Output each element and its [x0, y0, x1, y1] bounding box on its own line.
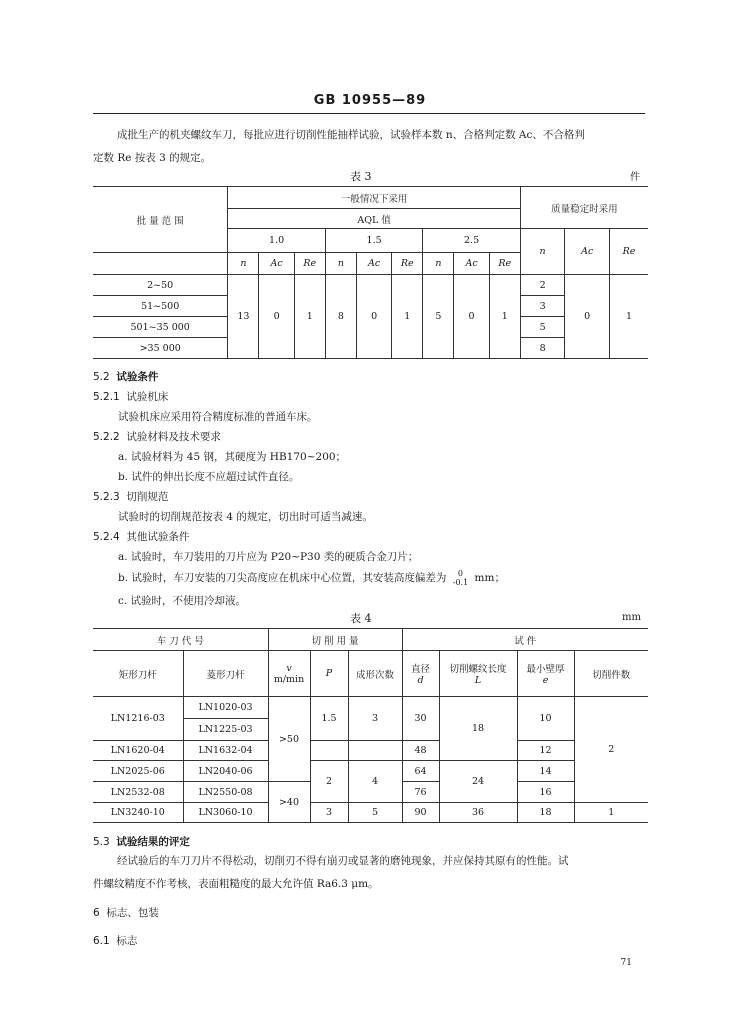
q-ac: 0: [565, 275, 610, 359]
aql-1-5: 1.5: [325, 229, 422, 253]
q-n-header: n: [520, 229, 565, 275]
section-5-2-4-c: c. 试验时，不使用冷却液。: [118, 595, 247, 607]
count-header: 切削件数: [574, 651, 648, 697]
section-6-1-heading: [93, 933, 137, 948]
square-header: 菱形刀杆: [183, 651, 268, 697]
section-number: 5.2.2: [93, 431, 120, 443]
quality-header: 质量稳定时采用: [520, 187, 648, 229]
table3-caption: 表 3: [350, 170, 372, 183]
section-5-3-line-2: 件螺纹精度不作考核，表面粗糙度的最大允许值 Ra6.3 μm。: [93, 878, 379, 890]
q-n: 3: [520, 296, 565, 317]
section-title: 标志: [116, 935, 138, 947]
len-header: [439, 651, 517, 697]
v-unit: m/min: [273, 673, 305, 685]
intro-line-1: 成批生产的机夹螺纹车刀，每批应进行切削性能抽样试验，试验样本数 n、合格判定数 Ac、不合格判: [117, 129, 585, 141]
section-title: 试验结果的评定: [116, 836, 190, 848]
wall-symbol: e: [542, 675, 549, 686]
g10-n: 13: [228, 275, 259, 359]
v-symbol: v: [286, 662, 292, 674]
tool-code-header: 车 刀 代 号: [93, 629, 268, 651]
g15-re-header: Re: [392, 253, 423, 275]
wall-value: 10: [517, 697, 574, 741]
q-n: 2: [520, 275, 565, 296]
len-symbol: L: [474, 675, 482, 686]
batch-row: 51~500: [93, 296, 228, 317]
table-3: [93, 186, 648, 359]
rect-header: 矩形刀杆: [93, 651, 183, 697]
tolerance-lower: -0.1: [452, 578, 469, 587]
square-code: LN3060-10: [183, 803, 268, 823]
section-5-2-4-heading: [93, 529, 189, 544]
batch-range-header: 批 量 范 围: [93, 187, 228, 253]
section-5-3-line-1: 经试验后的车刀刀片不得松动，切削刃不得有崩刃或显著的磨钝现象，并应保持其原有的性能。试: [117, 855, 569, 867]
section-title: 试验条件: [116, 371, 159, 383]
section-number: 6.1: [93, 935, 110, 947]
batch-row: 2~50: [93, 275, 228, 296]
tolerance: [453, 569, 468, 587]
g25-re: 1: [489, 275, 520, 359]
aql-header: AQL 值: [228, 209, 520, 229]
len-value: 24: [439, 761, 517, 803]
section-5-3-heading: [93, 834, 190, 849]
intro-line-2: 定数 Re 按表 3 的规定。: [93, 152, 212, 164]
dia-value: 48: [402, 741, 439, 761]
section-title: 试验机床: [126, 391, 169, 403]
g10-ac: 0: [259, 275, 294, 359]
g15-ac: 0: [356, 275, 391, 359]
g15-n: 8: [325, 275, 356, 359]
table4-caption: 表 4: [350, 612, 372, 625]
section-5-2-3-text: 试验时的切削规范按表 4 的规定，切出时可适当减速。: [118, 511, 373, 523]
dia-value: 90: [402, 803, 439, 823]
section-5-3-text: [93, 850, 648, 896]
section-5-2-3-heading: [93, 489, 168, 504]
header-rule: [93, 113, 645, 114]
count-value: 1: [574, 803, 648, 823]
dia-label: 直径: [410, 664, 430, 675]
section-5-2-4-b-text: b. 试验时，车刀安装的刀尖高度应在机床中心位置，其安装高度偏差为: [118, 572, 447, 584]
rect-code: LN2532-08: [93, 782, 183, 803]
rect-code: LN2025-06: [93, 761, 183, 782]
square-code: LN2550-08: [183, 782, 268, 803]
len-value: 18: [439, 697, 517, 761]
dia-symbol: d: [417, 675, 424, 686]
p-header: P: [310, 651, 348, 697]
g15-n-header: n: [325, 253, 356, 275]
cutting-header: 切 削 用 量: [268, 629, 402, 651]
section-5-2-heading: [93, 369, 158, 384]
table3-unit: 件: [630, 172, 640, 183]
v-value: >40: [268, 782, 310, 823]
wall-value: 14: [517, 761, 574, 782]
section-number: 6: [93, 907, 100, 919]
section-5-2-2-a: a. 试验材料为 45 钢，其硬度为 HB170~200；: [118, 451, 347, 463]
aql-1-0: 1.0: [228, 229, 325, 253]
standard-number: GB 10955—89: [313, 93, 427, 108]
section-number: 5.2.4: [93, 531, 120, 543]
tolerance-unit: mm；: [474, 572, 505, 584]
section-6-heading: [93, 905, 159, 920]
g25-ac-header: Ac: [454, 253, 489, 275]
section-title: 标志、包装: [106, 907, 159, 919]
count-value: 2: [574, 697, 648, 803]
v-value: >50: [268, 697, 310, 782]
dia-value: 30: [402, 697, 439, 741]
q-re-header: Re: [610, 229, 649, 275]
g10-ac-header: Ac: [259, 253, 294, 275]
q-ac-header: Ac: [565, 229, 610, 275]
section-number: 5.2: [93, 371, 110, 383]
dia-value: 64: [402, 761, 439, 782]
g10-n-header: n: [228, 253, 259, 275]
table-4: [93, 628, 648, 823]
len-value: 36: [439, 803, 517, 823]
g25-ac: 0: [454, 275, 489, 359]
passes-header: 成形次数: [348, 651, 402, 697]
batch-row: >35 000: [93, 338, 228, 359]
g25-n: 5: [423, 275, 454, 359]
g10-re-header: Re: [294, 253, 325, 275]
general-header: 一般情况下采用: [228, 187, 520, 209]
section-number: 5.3: [93, 836, 110, 848]
wall-value: 16: [517, 782, 574, 803]
tolerance-upper: 0: [457, 569, 464, 578]
batch-row: 501~35 000: [93, 317, 228, 338]
section-5-2-2-heading: [93, 429, 221, 444]
wall-header: [517, 651, 574, 697]
square-code: LN1020-03: [183, 697, 268, 719]
section-number: 5.2.1: [93, 391, 120, 403]
g25-n-header: n: [423, 253, 454, 275]
wall-value: 12: [517, 741, 574, 761]
rect-code: LN3240-10: [93, 803, 183, 823]
section-number: 5.2.3: [93, 491, 120, 503]
len-label: 切削螺纹长度: [449, 664, 507, 675]
wall-label: 最小壁厚: [526, 664, 565, 675]
square-code: LN1225-03: [183, 719, 268, 741]
g25-re-header: Re: [489, 253, 520, 275]
intro-paragraph: [93, 124, 648, 170]
passes-value: 5: [348, 803, 402, 823]
square-code: LN1632-04: [183, 741, 268, 761]
q-re: 1: [610, 275, 649, 359]
g15-ac-header: Ac: [356, 253, 391, 275]
table4-unit: mm: [622, 612, 641, 623]
square-code: LN2040-06: [183, 761, 268, 782]
rect-code: LN1216-03: [93, 697, 183, 741]
p-value: 2: [310, 761, 348, 803]
section-5-2-4-b: [118, 569, 505, 587]
section-5-2-4-a: a. 试验时，车刀装用的刀片应为 P20~P30 类的硬质合金刀片；: [118, 551, 419, 563]
section-5-2-2-b: b. 试件的伸出长度不应超过试件直径。: [118, 471, 300, 483]
section-5-2-1-heading: [93, 389, 168, 404]
page-number: 71: [620, 958, 632, 968]
g15-re: 1: [392, 275, 423, 359]
q-n: 5: [520, 317, 565, 338]
section-5-2-1-text: 试验机床应采用符合精度标准的普通车床。: [118, 411, 318, 423]
passes-value: 4: [348, 761, 402, 803]
p-value: 3: [310, 803, 348, 823]
section-title: 试验材料及技术要求: [126, 431, 221, 443]
passes-value: 3: [348, 697, 402, 741]
wall-value: 18: [517, 803, 574, 823]
aql-2-5: 2.5: [423, 229, 520, 253]
workpiece-header: 试 件: [402, 629, 648, 651]
v-header: [268, 651, 310, 697]
section-title: 其他试验条件: [126, 531, 190, 543]
q-n: 8: [520, 338, 565, 359]
p-value: 1.5: [310, 697, 348, 741]
g10-re: 1: [294, 275, 325, 359]
dia-value: 76: [402, 782, 439, 803]
dia-header: [402, 651, 439, 697]
rect-code: LN1620-04: [93, 741, 183, 761]
section-title: 切削规范: [126, 491, 169, 503]
